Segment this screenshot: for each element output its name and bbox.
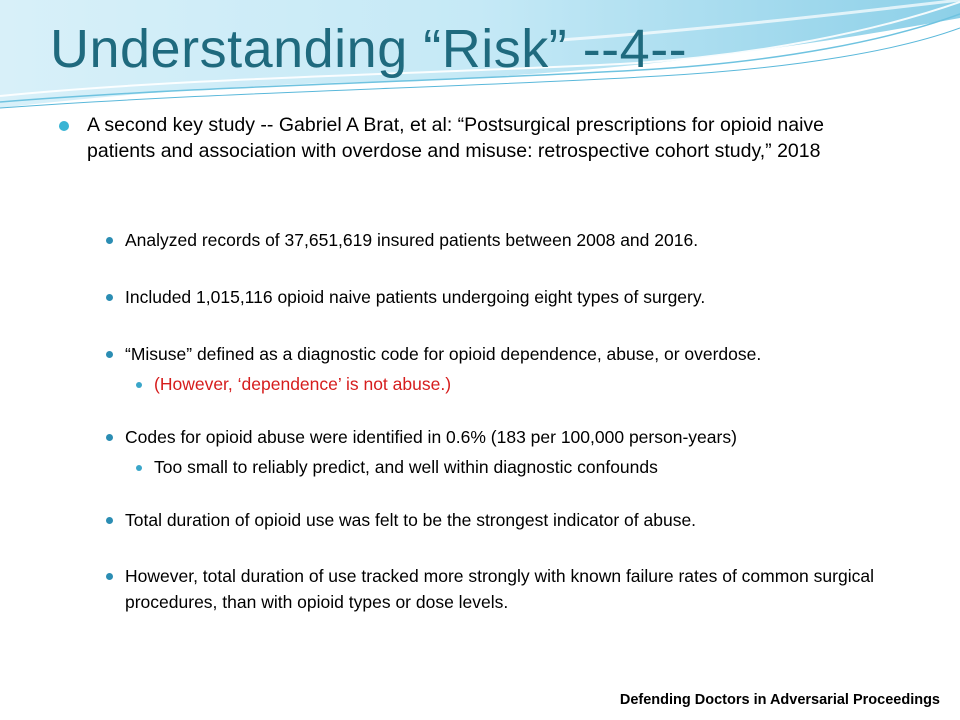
bullet-dot-icon bbox=[106, 294, 113, 301]
sub-bullet-text: Included 1,015,116 opioid naive patients undergoing eight types of surgery. bbox=[125, 287, 706, 307]
footer-text: Defending Doctors in Adversarial Proceedings bbox=[619, 692, 940, 708]
sub-bullet-text: Analyzed records of 37,651,619 insured patients between 2008 and 2016. bbox=[125, 230, 699, 250]
bullet-dot-icon bbox=[106, 573, 113, 580]
bullet-dot-icon bbox=[106, 237, 113, 244]
sub-bullet-text: “Misuse” defined as a diagnostic code for opioid dependence, abuse, or overdose. bbox=[125, 344, 762, 364]
bullet-dot-icon bbox=[59, 121, 69, 131]
bullet-dot-icon bbox=[106, 517, 113, 524]
sub-sub-bullet-text: Too small to reliably predict, and well within diagnostic confounds bbox=[154, 457, 658, 477]
sub-bullet-text: Total duration of opioid use was felt to be the strongest indicator of abuse. bbox=[125, 510, 697, 530]
sub-sub-bullet-text: (However, ‘dependence’ is not abuse.) bbox=[154, 374, 452, 394]
sub-bullet-text: However, total duration of use tracked more strongly with known failure rates of common surgical procedures, than with opioid types or dose levels. bbox=[125, 566, 874, 612]
bullet-dot-icon bbox=[136, 465, 142, 471]
slide-title: Understanding “Risk” --4-- bbox=[50, 19, 688, 79]
sub-bullet-text: Codes for opioid abuse were identified in 0.6% (183 per 100,000 person-years) bbox=[125, 427, 737, 447]
bullet-dot-icon bbox=[106, 351, 113, 358]
main-bullet-text: A second key study -- Gabriel A Brat, et al: “Postsurgical prescriptions for opioid naive patients and association with overdose and misuse: retrospective cohort study,” 2018 bbox=[87, 114, 825, 162]
bullet-dot-icon bbox=[106, 434, 113, 441]
bullet-dot-icon bbox=[136, 382, 142, 388]
